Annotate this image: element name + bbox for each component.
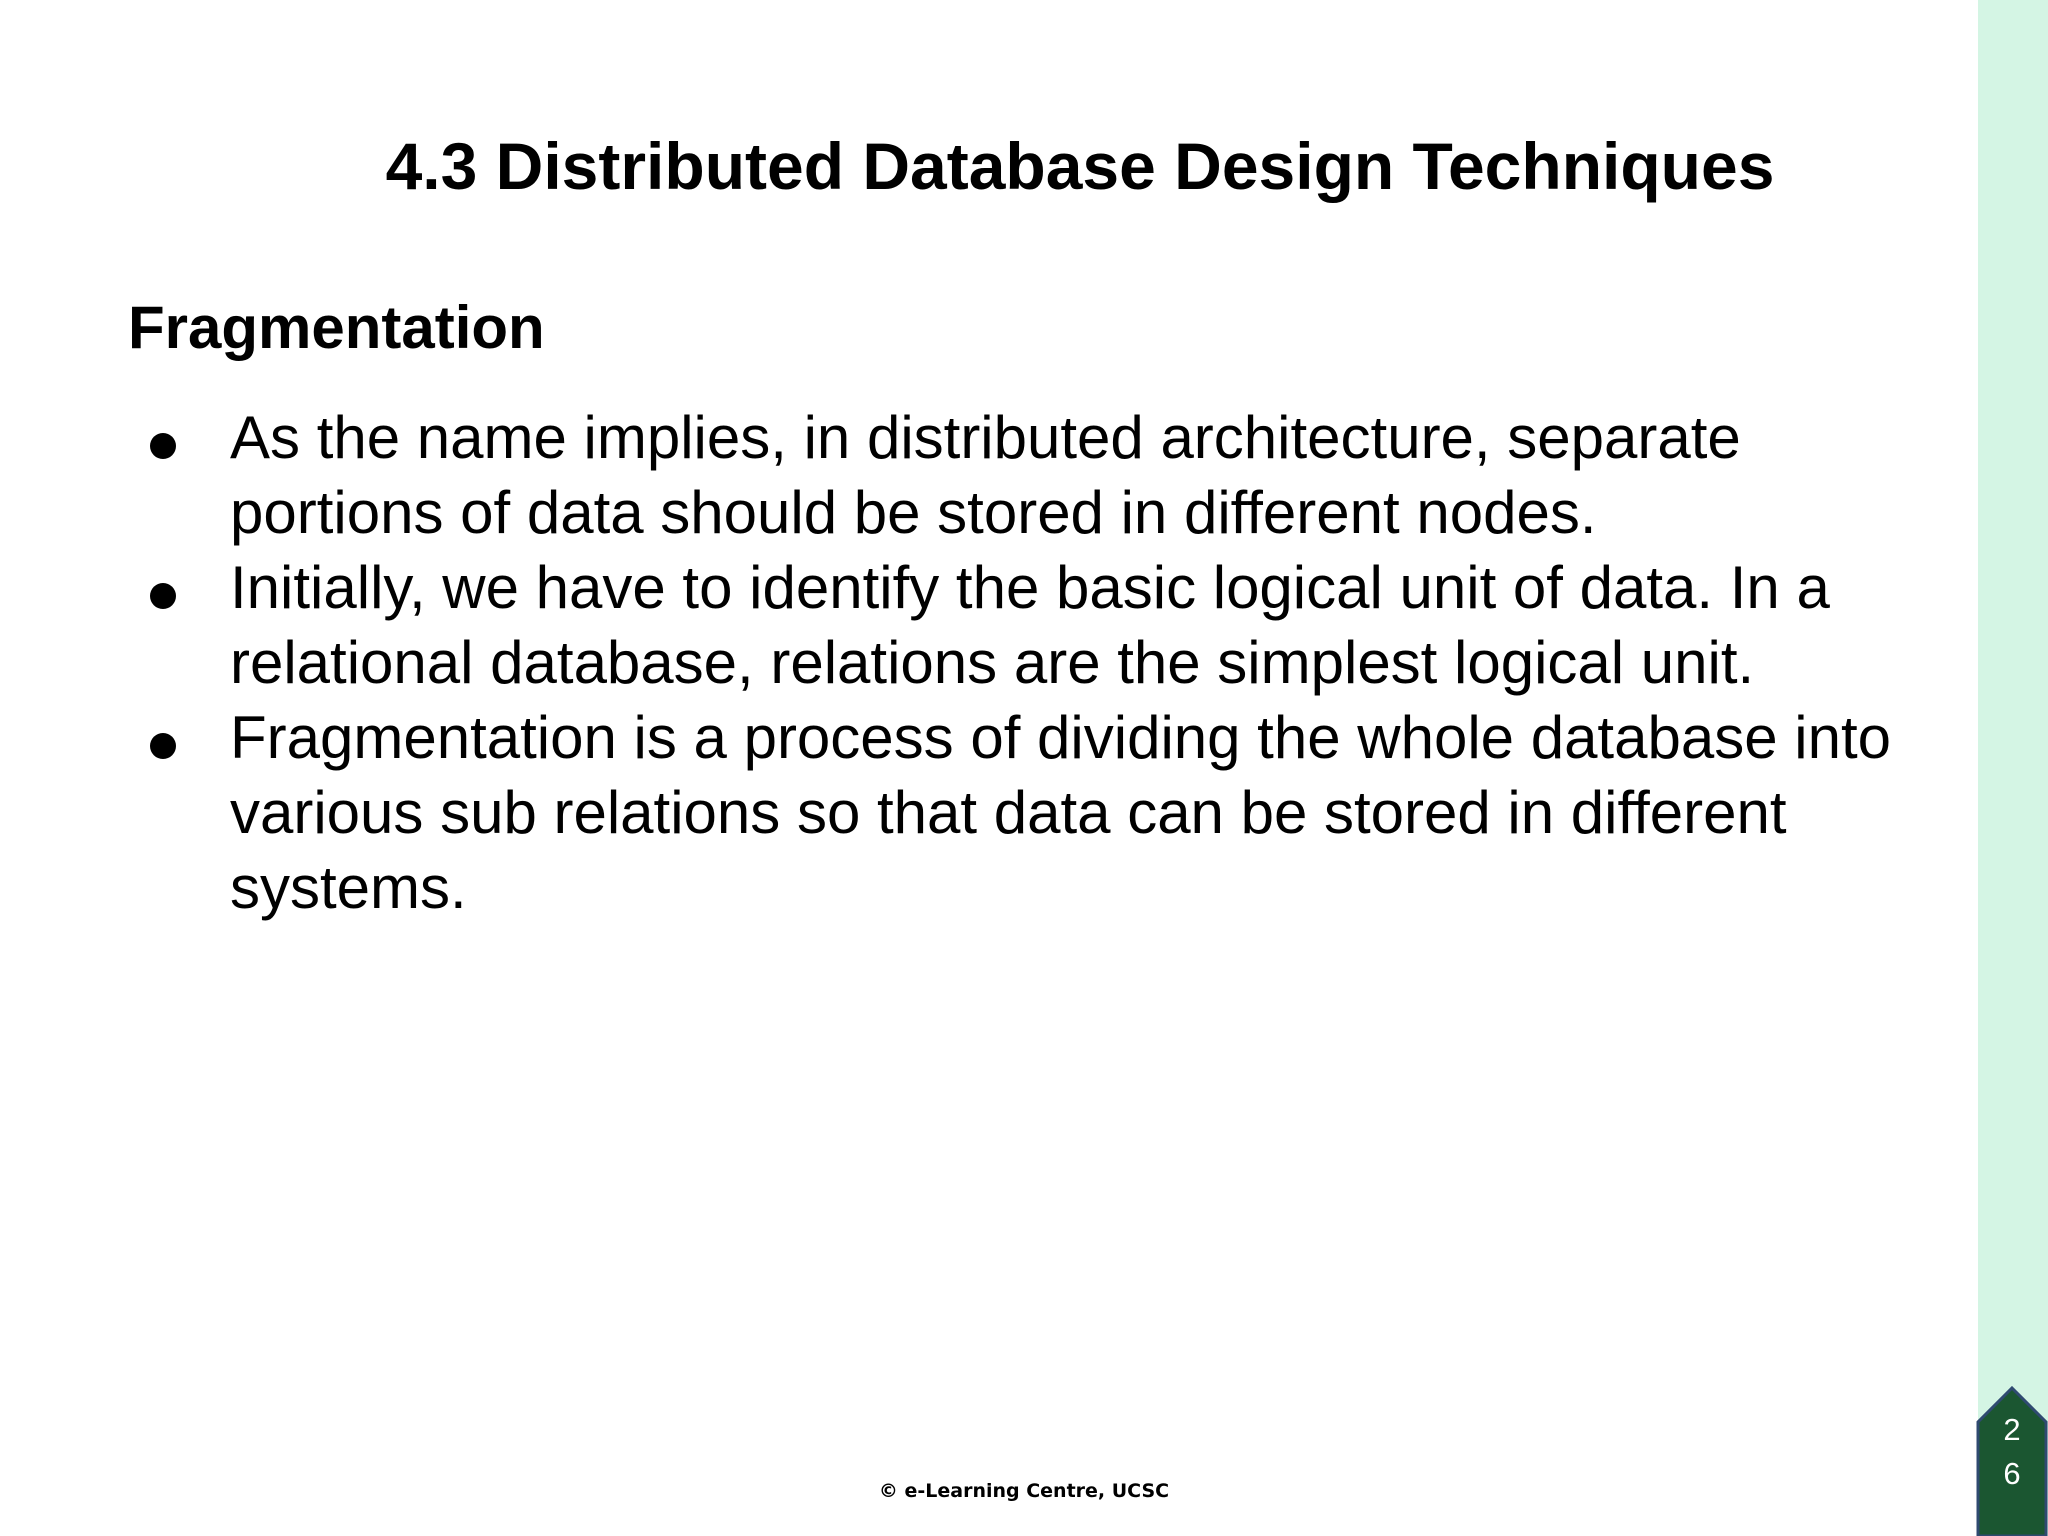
bullet-item	[0, 400, 1900, 550]
bullet-text: Fragmentation is a process of dividing the whole database into various sub relations so that data can be stored in different systems.	[230, 704, 1891, 921]
bullet-dot-icon	[150, 433, 176, 459]
page-number: 26	[2003, 1412, 2021, 1491]
section-heading: Fragmentation	[128, 294, 545, 361]
side-accent-band	[1978, 0, 2048, 1536]
bullet-text: Initially, we have to identify the basic logical unit of data. In a relational database, relations are the simplest logical unit.	[230, 554, 1830, 696]
bullet-dot-icon	[150, 733, 176, 759]
slide-title: 4.3 Distributed Database Design Techniques	[385, 129, 1775, 203]
copyright-footer: © e-Learning Centre, UCSC	[878, 1480, 1170, 1502]
bullet-list	[0, 400, 1900, 925]
bullet-item	[0, 550, 1900, 700]
bullet-text: As the name implies, in distributed architecture, separate portions of data should be stored in different nodes.	[230, 404, 1741, 546]
bullet-item	[0, 700, 1900, 925]
page-number-badge	[1976, 1386, 2048, 1536]
bullet-dot-icon	[150, 583, 176, 609]
